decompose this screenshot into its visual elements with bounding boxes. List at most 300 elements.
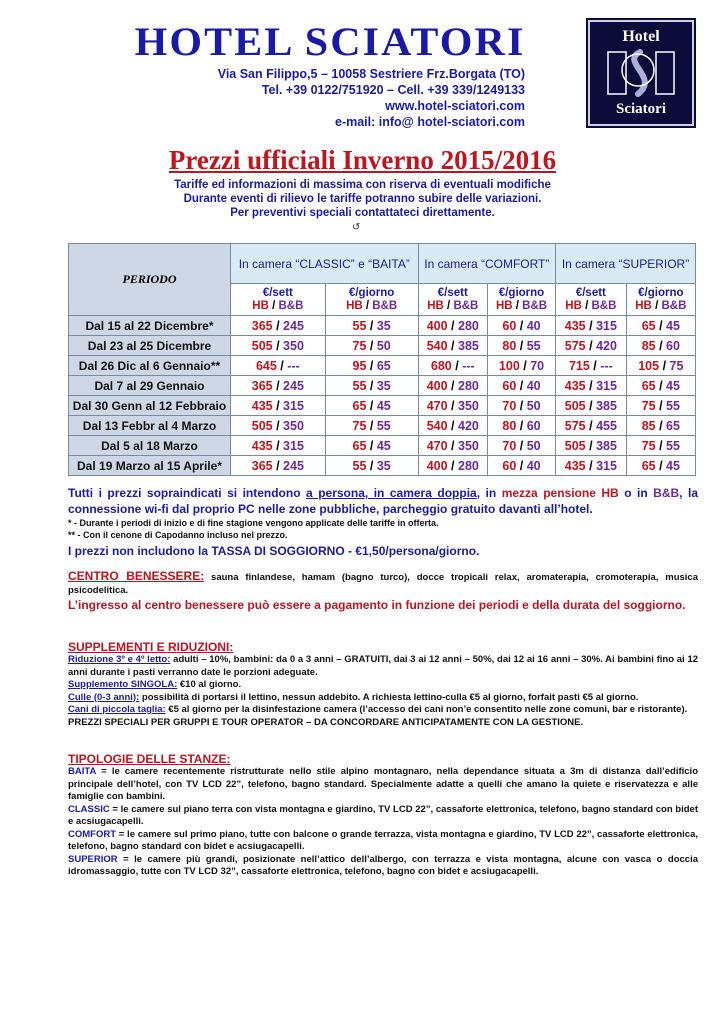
price-hb: 55 <box>352 458 367 473</box>
table-row <box>69 436 696 456</box>
price-sep: / <box>366 438 377 453</box>
price-cell <box>626 376 695 396</box>
price-cell <box>487 416 555 436</box>
price-cell <box>487 436 555 456</box>
cond-hb: mezza pensione HB <box>501 486 619 500</box>
price-hb: 75 <box>352 338 367 353</box>
price-sep: / <box>447 418 458 433</box>
price-bb: 40 <box>526 318 541 333</box>
price-bb: 35 <box>376 378 391 393</box>
price-bb: 55 <box>666 438 680 453</box>
price-bb: 280 <box>458 318 479 333</box>
price-sep: / <box>516 438 527 453</box>
logo-top-text: Hotel <box>622 28 660 45</box>
unit-label: €/sett <box>262 286 293 299</box>
price-bb: 350 <box>458 438 479 453</box>
intro-line: Durante eventi di rilievo le tariffe potranno subire delle variazioni. <box>183 193 542 205</box>
price-bb: 245 <box>283 458 304 473</box>
price-hb: 65 <box>352 398 367 413</box>
price-bb: 45 <box>666 318 680 333</box>
periodo-header: PERIODO <box>69 244 231 316</box>
price-sep: / <box>447 398 458 413</box>
price-cell <box>418 416 487 436</box>
intro-line: Tariffe ed informazioni di massima con riserva di eventuali modifiche <box>174 179 551 191</box>
price-cell <box>418 436 487 456</box>
logo-bottom-text: Sciatori <box>616 101 666 117</box>
price-bb: 65 <box>666 418 680 433</box>
price-cell <box>231 436 326 456</box>
price-hb: 55 <box>352 318 367 333</box>
room-desc: = le camere sul primo piano, tutte con balcone o grande terrazza, vista montagna e giardino, TV LCD 22”, cassaforte elettronica, telefono, bagno standard con bidet e acsiugacapelli. <box>68 828 698 852</box>
price-bb: 45 <box>376 398 391 413</box>
price-cell <box>556 336 627 356</box>
price-bb: 50 <box>526 438 541 453</box>
price-sep: / <box>366 398 377 413</box>
cond-text: Tutti i prezzi sopraindicati si intendono <box>68 486 307 500</box>
price-cell <box>418 456 487 476</box>
room-label: SUPERIOR <box>68 853 118 865</box>
sep-label: / <box>362 299 373 312</box>
price-hb: 505 <box>564 438 586 453</box>
price-bb: 40 <box>526 378 541 393</box>
price-bb: 280 <box>458 378 479 393</box>
price-bb: 280 <box>458 458 479 473</box>
price-cell <box>556 316 627 336</box>
supplement-label: Culle (0-3 anni): <box>68 691 140 703</box>
price-hb: 505 <box>251 418 273 433</box>
price-bb: 245 <box>283 318 304 333</box>
supplement-item <box>68 654 698 679</box>
hotel-name: HOTEL SCIATORI <box>134 19 526 64</box>
period-cell: Dal 19 Marzo al 15 Aprile* <box>69 456 231 476</box>
supplement-item <box>68 692 698 705</box>
price-bb: 315 <box>283 398 304 413</box>
table-row <box>69 336 696 356</box>
price-cell <box>325 416 418 436</box>
price-sep: / <box>272 338 284 353</box>
price-cell <box>487 316 555 336</box>
price-sep: / <box>655 438 667 453</box>
price-sep: / <box>516 378 527 393</box>
price-hb: 435 <box>251 398 273 413</box>
sep-label: / <box>268 299 279 312</box>
pricing-conditions <box>68 485 698 517</box>
room-type-superior <box>68 854 698 879</box>
period-cell: Dal 23 al 25 Dicembre <box>69 336 231 356</box>
hb-label: HB <box>252 299 269 312</box>
price-cell <box>556 396 627 416</box>
price-bb: 55 <box>666 398 680 413</box>
price-hb: 575 <box>564 418 586 433</box>
sep-label: / <box>581 299 592 312</box>
price-hb: 80 <box>502 338 517 353</box>
price-hb: 95 <box>352 358 367 373</box>
tax-note: I prezzi non includono la TASSA DI SOGGIORNO - €1,50/persona/giorno. <box>68 544 480 558</box>
price-hb: 715 <box>568 358 590 373</box>
address: Via San Filippo,5 – 10058 Sestriere Frz.Borgata (TO) <box>217 67 525 81</box>
price-hb: 435 <box>564 378 586 393</box>
price-bb: 55 <box>526 338 541 353</box>
rooms-section <box>68 752 698 879</box>
price-hb: 105 <box>638 358 660 373</box>
price-sep: / <box>447 378 458 393</box>
price-hb: 60 <box>502 378 517 393</box>
price-cell <box>325 436 418 456</box>
unit-header <box>231 284 326 316</box>
price-cell <box>325 376 418 396</box>
price-table <box>68 243 696 476</box>
price-sep: / <box>272 458 284 473</box>
price-cell <box>556 456 627 476</box>
price-bb: 385 <box>458 338 479 353</box>
room-type-baita <box>68 766 698 804</box>
price-hb: 505 <box>251 338 273 353</box>
page-title: Prezzi ufficiali Inverno 2015/2016 <box>168 145 557 175</box>
price-sep: / <box>276 358 288 373</box>
unit-header <box>626 284 695 316</box>
price-hb: 65 <box>641 458 656 473</box>
price-sep: / <box>447 458 458 473</box>
price-sep: / <box>655 378 667 393</box>
price-sep: / <box>589 358 601 373</box>
price-sep: / <box>447 438 458 453</box>
price-bb: --- <box>462 358 475 373</box>
room-desc: = le camere più grandi, posizionate nell’attico dell’albergo, con terrazza e vista montagna, alcune con vasca o doccia idromassaggio, tutte con TV LCD 32”, cassaforte elettronica, telefono, bagno con bidet e acsiugacapelli. <box>68 853 698 877</box>
price-cell <box>231 396 326 416</box>
price-cell <box>418 376 487 396</box>
board-label <box>419 300 487 313</box>
wellness-desc: sauna finlandese, hamam (bagno turco), docce tropicali relax, aromaterapia, cromoterapia, musica psicodelitica. <box>68 572 698 596</box>
price-hb: 65 <box>641 318 656 333</box>
price-sep: / <box>366 318 377 333</box>
price-hb: 400 <box>426 458 448 473</box>
pricing-notes <box>68 485 698 559</box>
price-cell <box>231 376 326 396</box>
email-link[interactable]: e-mail: info@ hotel-sciatori.com <box>335 115 525 129</box>
category-header-classic: In camera “CLASSIC” e “BAITA” <box>231 244 419 284</box>
cond-highlight: a persona, in camera doppia <box>306 486 477 500</box>
hb-label: HB <box>427 299 444 312</box>
price-cell <box>418 336 487 356</box>
price-sep: / <box>585 318 597 333</box>
price-bb: 45 <box>666 458 680 473</box>
price-cell <box>418 316 487 336</box>
footnote-2: ** - Con il cenone di Capodanno incluso nel prezzo. <box>68 530 288 540</box>
price-hb: 55 <box>352 378 367 393</box>
supplement-text: adulti – 10%, bambini: da 0 a 3 anni – GRATUITI, dai 3 ai 12 anni – 50%, dai 12 ai 16 anni – 30%. Ai bambini fino ai 12 anni durante i pasti verranno date le porzioni adeguate. <box>68 654 699 678</box>
board-label <box>556 300 626 313</box>
price-sep: / <box>272 418 284 433</box>
sep-label: / <box>651 299 662 312</box>
price-cell <box>325 316 418 336</box>
price-hb: 70 <box>502 398 517 413</box>
price-cell <box>487 396 555 416</box>
supplement-label: Riduzione 3º e 4º letto: <box>68 654 171 665</box>
price-hb: 470 <box>426 438 448 453</box>
price-bb: 35 <box>376 318 391 333</box>
price-hb: 365 <box>251 378 273 393</box>
price-cell <box>626 356 695 376</box>
intro-text <box>0 178 725 220</box>
bb-label: B&B <box>453 299 479 312</box>
price-sep: / <box>451 358 463 373</box>
price-bb: 50 <box>376 338 391 353</box>
price-bb: 420 <box>596 338 617 353</box>
cond-text: , in <box>476 486 502 500</box>
price-sep: / <box>516 338 527 353</box>
intro-line: Per preventivi speciali contattateci direttamente. <box>230 207 495 219</box>
supplement-label: Supplemento SINGOLA: <box>68 679 178 690</box>
price-cell <box>626 396 695 416</box>
table-row <box>69 396 696 416</box>
room-label: CLASSIC <box>68 803 110 815</box>
bb-label: B&B <box>522 299 548 312</box>
price-cell <box>556 356 627 376</box>
supplement-text: €5 al giorno per la disinfestazione camera (l’accesso dei cani non’e consentito nelle zone comuni, bar e ristorante). <box>165 704 688 715</box>
price-sep: / <box>519 358 531 373</box>
price-cell <box>418 356 487 376</box>
price-hb: 680 <box>430 358 452 373</box>
price-hb: 70 <box>502 438 517 453</box>
price-hb: 365 <box>251 318 273 333</box>
price-cell <box>556 376 627 396</box>
unit-label: €/sett <box>575 286 606 299</box>
price-sep: / <box>516 418 527 433</box>
price-bb: 35 <box>376 458 391 473</box>
room-desc: = le camere sul piano terra con vista montagna e giardino, TV LCD 22”, cassaforte elettronica, telefono, bagno standard con bidet e acsiugacapelli. <box>68 803 698 827</box>
price-cell <box>325 356 418 376</box>
table-row <box>69 316 696 336</box>
website-link[interactable]: www.hotel-sciatori.com <box>385 99 525 113</box>
price-sep: / <box>516 458 527 473</box>
period-cell: Dal 30 Genn al 12 Febbraio <box>69 396 231 416</box>
footnote-1: * - Durante i periodi di inizio e di fine stagione vengono applicate delle tariffe in offerta. <box>68 518 439 528</box>
price-hb: 540 <box>426 418 448 433</box>
price-hb: 80 <box>502 418 517 433</box>
price-cell <box>487 456 555 476</box>
board-label <box>326 300 418 313</box>
price-hb: 365 <box>251 458 273 473</box>
price-bb: 65 <box>376 358 391 373</box>
price-sep: / <box>655 398 667 413</box>
price-sep: / <box>585 418 597 433</box>
price-bb: --- <box>287 358 300 373</box>
room-label: BAITA <box>68 766 96 777</box>
price-bb: 385 <box>596 438 617 453</box>
price-cell <box>325 336 418 356</box>
unit-header <box>487 284 555 316</box>
supplement-groups: PREZZI SPECIALI PER GRUPPI E TOUR OPERATOR – DA CONCORDARE ANTICIPATAMENTE CON LA GESTIONE. <box>68 716 584 728</box>
hb-label: HB <box>565 299 582 312</box>
room-label: COMFORT <box>68 828 117 840</box>
price-cell <box>626 336 695 356</box>
price-sep: / <box>585 338 597 353</box>
category-header-comfort: In camera “COMFORT” <box>418 244 555 284</box>
price-bb: 385 <box>596 398 617 413</box>
price-bb: 455 <box>596 418 617 433</box>
unit-label: €/giorno <box>498 286 545 299</box>
price-hb: 75 <box>641 398 656 413</box>
price-hb: 400 <box>426 318 448 333</box>
price-bb: 40 <box>526 458 541 473</box>
header <box>0 0 725 140</box>
price-hb: 435 <box>564 458 586 473</box>
price-hb: 75 <box>352 418 367 433</box>
price-cell <box>487 336 555 356</box>
price-cell <box>626 416 695 436</box>
hb-label: HB <box>346 299 363 312</box>
price-sep: / <box>655 338 667 353</box>
table-row <box>69 356 696 376</box>
price-bb: 50 <box>526 398 541 413</box>
hb-label: HB <box>635 299 652 312</box>
price-cell <box>418 396 487 416</box>
bb-label: B&B <box>278 299 304 312</box>
price-sep: / <box>366 418 377 433</box>
price-cell <box>556 436 627 456</box>
price-sep: / <box>272 378 284 393</box>
price-hb: 470 <box>426 398 448 413</box>
price-bb: 315 <box>283 438 304 453</box>
price-sep: / <box>659 358 670 373</box>
period-cell: Dal 7 al 29 Gennaio <box>69 376 231 396</box>
hb-label: HB <box>495 299 513 312</box>
supplements-heading: SUPPLEMENTI E RIDUZIONI: <box>68 640 234 654</box>
price-hb: 435 <box>251 438 273 453</box>
table-row <box>69 416 696 436</box>
price-sep: / <box>366 358 377 373</box>
supplement-item <box>68 679 698 692</box>
price-hb: 400 <box>426 378 448 393</box>
price-bb: 315 <box>596 458 617 473</box>
wellness-note: L’ingresso al centro benessere può essere a pagamento in funzione dei periodi e della durata del soggiorno. <box>68 598 686 612</box>
price-sep: / <box>366 378 377 393</box>
price-sep: / <box>655 418 667 433</box>
price-sep: / <box>272 398 284 413</box>
wellness-text <box>68 570 698 597</box>
price-cell <box>231 356 326 376</box>
price-cell <box>231 416 326 436</box>
supplement-item <box>68 704 698 717</box>
price-sep: / <box>516 318 527 333</box>
rooms-heading: TIPOLOGIE DELLE STANZE: <box>68 752 231 766</box>
price-hb: 75 <box>641 438 656 453</box>
price-hb: 65 <box>352 438 367 453</box>
supplement-text: €10 al giorno. <box>177 679 242 690</box>
room-type-classic <box>68 804 698 829</box>
category-header-superior: In camera “SUPERIOR” <box>556 244 696 284</box>
price-bb: 45 <box>666 378 680 393</box>
price-hb: 65 <box>641 378 656 393</box>
price-bb: 315 <box>596 378 617 393</box>
unit-header <box>418 284 487 316</box>
price-cell <box>626 316 695 336</box>
bb-label: B&B <box>661 299 687 312</box>
table-row <box>69 376 696 396</box>
price-hb: 435 <box>564 318 586 333</box>
wellness-heading: CENTRO BENESSERE: <box>68 569 205 583</box>
cond-text: o in <box>618 486 654 500</box>
period-cell: Dal 5 al 18 Marzo <box>69 436 231 456</box>
price-bb: 350 <box>458 398 479 413</box>
price-bb: 60 <box>666 338 680 353</box>
period-cell: Dal 26 Dic al 6 Gennaio** <box>69 356 231 376</box>
price-hb: 645 <box>255 358 277 373</box>
price-bb: 70 <box>530 358 545 373</box>
unit-header <box>556 284 627 316</box>
price-cell <box>325 396 418 416</box>
price-hb: 575 <box>564 338 586 353</box>
period-cell: Dal 13 Febbr al 4 Marzo <box>69 416 231 436</box>
price-sep: / <box>272 438 284 453</box>
board-label <box>627 300 695 313</box>
price-sep: / <box>366 458 377 473</box>
price-bb: 420 <box>458 418 479 433</box>
phones: Tel. +39 0122/751920 – Cell. +39 339/1249133 <box>261 83 525 97</box>
price-hb: 60 <box>502 458 517 473</box>
sep-label: / <box>443 299 454 312</box>
cond-bb: B&B <box>653 486 680 500</box>
price-hb: 85 <box>641 418 656 433</box>
price-bb: --- <box>600 358 613 373</box>
price-sep: / <box>585 378 597 393</box>
price-cell <box>556 416 627 436</box>
price-bb: 315 <box>596 318 617 333</box>
price-cell <box>487 356 555 376</box>
price-cell <box>487 376 555 396</box>
unit-header <box>325 284 418 316</box>
price-hb: 85 <box>641 338 656 353</box>
period-cell: Dal 15 al 22 Dicembre* <box>69 316 231 336</box>
sep-label: / <box>512 299 523 312</box>
price-sep: / <box>516 398 527 413</box>
contact-block <box>218 66 525 130</box>
price-bb: 350 <box>283 418 304 433</box>
bb-label: B&B <box>591 299 617 312</box>
price-sep: / <box>585 438 597 453</box>
price-hb: 60 <box>502 318 517 333</box>
wellness-section <box>68 570 698 613</box>
price-sep: / <box>655 458 667 473</box>
bb-label: B&B <box>372 299 398 312</box>
price-sep: / <box>585 458 597 473</box>
price-cell <box>231 336 326 356</box>
table-row <box>69 456 696 476</box>
price-sep: / <box>585 398 597 413</box>
board-label <box>231 300 325 313</box>
price-cell <box>626 456 695 476</box>
price-sep: / <box>447 318 458 333</box>
price-sep: / <box>655 318 667 333</box>
board-label <box>488 300 555 313</box>
price-sep: / <box>447 338 458 353</box>
price-bb: 75 <box>669 358 684 373</box>
price-hb: 100 <box>498 358 520 373</box>
price-sep: / <box>272 318 284 333</box>
unit-label: €/giorno <box>348 286 395 299</box>
price-bb: 245 <box>283 378 304 393</box>
unit-label: €/sett <box>437 286 468 299</box>
price-bb: 350 <box>283 338 304 353</box>
price-bb: 60 <box>526 418 541 433</box>
price-hb: 540 <box>426 338 448 353</box>
arrow-icon: ↺ <box>352 222 361 233</box>
price-cell <box>231 316 326 336</box>
price-bb: 45 <box>376 438 391 453</box>
price-cell <box>231 456 326 476</box>
price-cell <box>626 436 695 456</box>
price-bb: 55 <box>376 418 391 433</box>
